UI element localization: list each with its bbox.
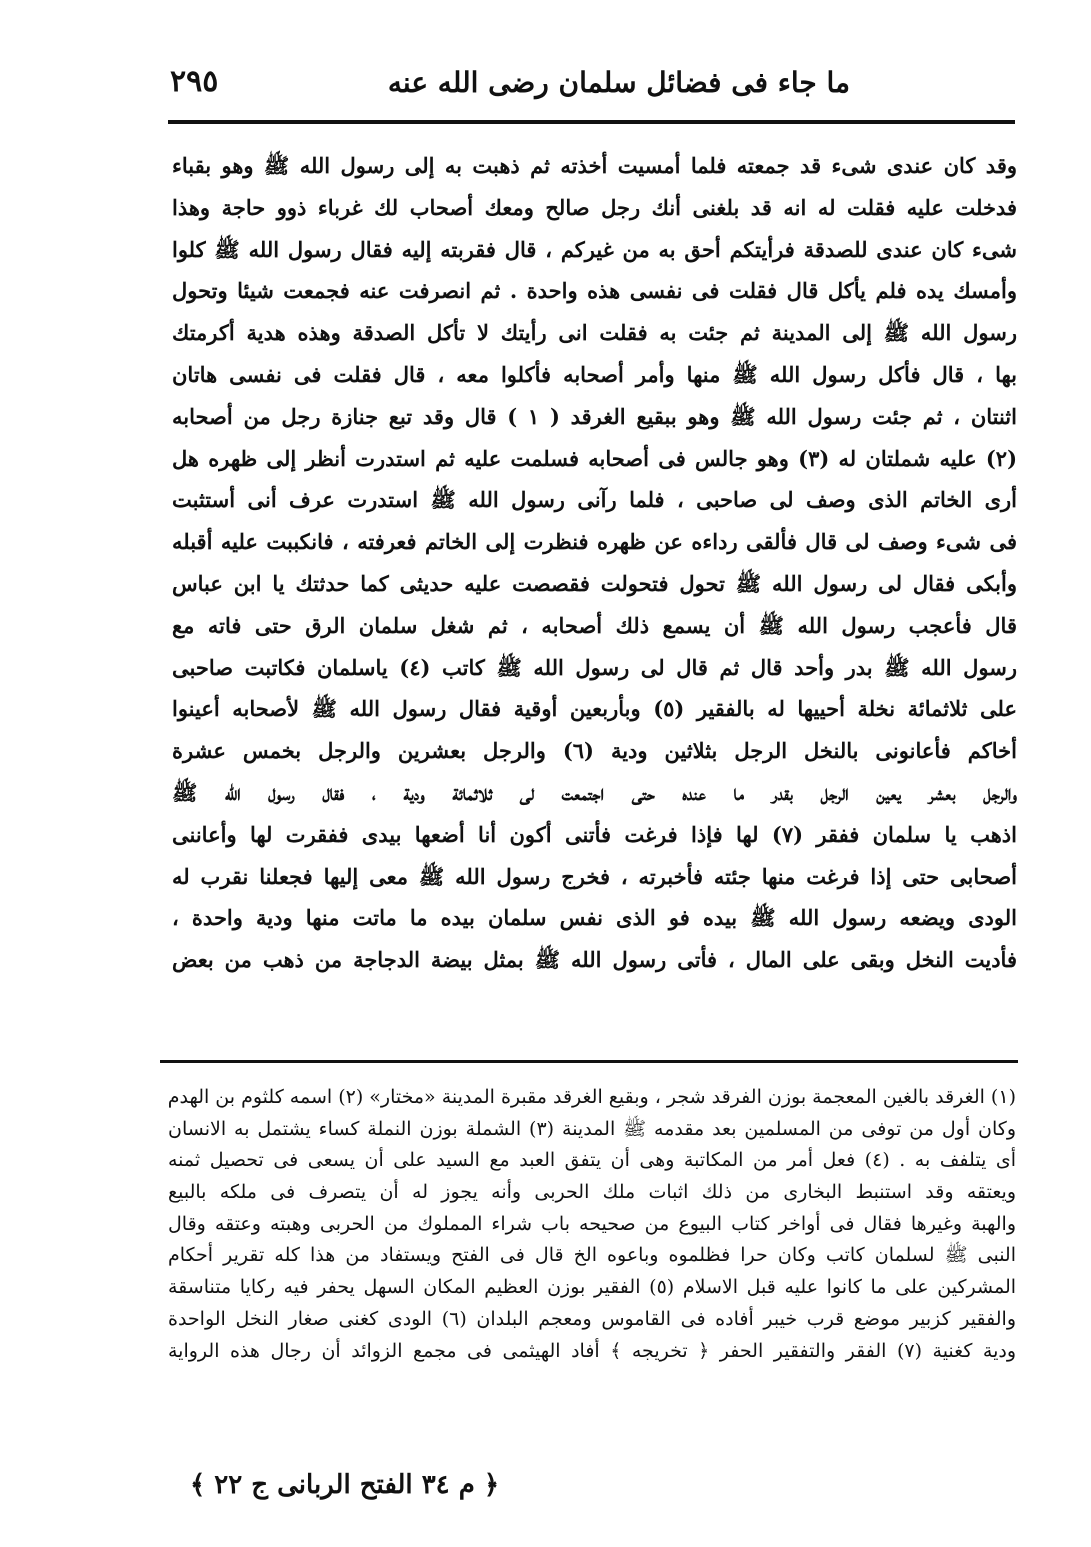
body-line: أرى الخاتم الذى وصف لى صاحبى ، فلما رآنى رسول الله ﷺ استدرت عرف أنى أستثبت <box>172 487 1017 513</box>
footnote-line: وكان أول من توفى من المسلمين بعد مقدمه ﷺ المدينة (٣) الشملة بوزن النملة كساء يشتمل به الانسان <box>168 1117 1016 1140</box>
body-line: وقد كان عندى شىء قد جمعته فلما أمسيت أخذته ثم ذهبت به إلى رسول الله ﷺ وهو بقباء <box>172 153 1017 178</box>
body-line: فدخلت عليه فقلت له انه قد بلغنى أنك رجل صالح ومعك أصحاب لك غرباء ذوو حاجة وهذا <box>172 194 1017 220</box>
body-line: اثنتان ، ثم جئت رسول الله ﷺ وهو ببقيع الغرقد ( ١ ) قال وقد تبع جنازة رجل من أصحابه <box>172 403 1017 429</box>
body-line: وأبكى فقال لى رسول الله ﷺ تحول فتحولت فقصصت عليه حديثى كما حدثتك يا ابن عباس <box>172 570 1017 596</box>
main-text-block <box>172 145 1017 981</box>
printer-signature: ﴿ م ٣٤ الفتح الربانى ج ٢٢ ﴾ <box>190 1470 500 1500</box>
footnotes-block <box>168 1082 1016 1367</box>
body-line: أخاكم فأعانونى بالنخل الرجل بثلاثين ودية (٦) والرجل بعشرين والرجل بخمس عشرة <box>172 738 1017 764</box>
footnote-divider <box>160 1060 1018 1063</box>
footnote-line: والهبة وغيرها فقال فى أواخر كتاب البيوع من صحيحه باب شراء المملوك من الحربى وهبته وعتقه وقال <box>168 1212 1016 1235</box>
body-line: بها ، قال فأكل رسول الله ﷺ منها وأمر أصحابه فأكلوا معه ، قال فقلت فى نفسى هاتان <box>172 361 1017 387</box>
body-line: قال فأعجب رسول الله ﷺ أن يسمع ذلك أصحابه ، ثم شغل سلمان الرق حتى فاته مع <box>172 612 1017 638</box>
body-line: اذهب يا سلمان ففقر (٧) لها فإذا فرغت فأتنى أكون أنا أضعها بيدى ففقرت لها وأعاننى <box>172 821 1017 847</box>
footnote-line: ويعتقه وقد استنبط البخارى من ذلك اثبات ملك الحربى وأنه يجوز له أن يتصرف فى ملكه بالبيع <box>168 1181 1016 1204</box>
body-line: على ثلاثمائة نخلة أحييها له بالفقير (٥) وبأربعين أوقية فقال رسول الله ﷺ لأصحابه أعينوا <box>172 696 1017 722</box>
footnote-line: ودية كغنية (٧) الفقر والتفقير الحفر ﴿ تخريجه ﴾ أفاد الهيثمى فى مجمع الزوائد أن رجال هذه الرواية <box>168 1339 1016 1362</box>
body-line: رسول الله ﷺ إلى المدينة ثم جئت به فقلت انى رأيتك لا تأكل الصدقة وهذه هدية أكرمتك <box>172 320 1017 346</box>
footnote-line: النبى ﷺ لسلمان كاتب وكان حرا فظلموه وباعوه الخ قال فى الفتح ويستفاد من هذا كله تقرير أحكام <box>168 1244 1016 1267</box>
footnote-line: المشركين على ما كانوا عليه قبل الاسلام (٥) الفقير بوزن العظيم المكان السهل يحفر فيه ركايا متناسقة <box>168 1276 1016 1299</box>
body-line: رسول الله ﷺ بدر وأحد قال ثم قال لى رسول الله ﷺ كاتب (٤) ياسلمان فكاتبت صاحبى <box>172 654 1017 680</box>
footnote-line: (١) الغرقد بالغين المعجمة بوزن الفرقد شجر ، وبقيع الغرقد مقبرة المدينة «مختار» (٢) اسمه كلثوم بن الهدم <box>168 1086 1016 1108</box>
page-number: ٢٩٥ <box>170 64 219 99</box>
running-title: ما جاء فى فضائل سلمان رضى الله عنه <box>387 66 850 99</box>
body-line: وأمسك يده فلم يأكل قال فقلت فى نفسى هذه واحدة . ثم انصرفت عنه فجمعت شيئا وتحول <box>172 278 1017 304</box>
body-line: أصحابى حتى إذا فرغت منها جئته فأخبرته ، فخرج رسول الله ﷺ معى إليها فجعلنا نقرب له <box>172 863 1017 889</box>
footnote-line: والفقير كزبير موضع قرب خيبر أفاده فى القاموس ومعجم البلدان (٦) الودى كغنى صغار النخل الواحدة <box>168 1307 1016 1330</box>
body-line: الودى ويضعه رسول الله ﷺ بيده فو الذى نفس سلمان بيده ما ماتت منها ودية واحدة ، <box>172 905 1017 931</box>
body-line: والرجل بعشر يعين الرجل بقدر ما عنده حتى اجتمعت لى ثلاثمائة ودية ، فقال رسول الله ﷺ <box>172 779 1017 805</box>
footnote-line: أى يتلفف به . (٤) فعل أمر من المكاتبة وهى أن يتفق العبد مع السيد على أن يسعى فى تحصيل ثمنه <box>168 1149 1016 1172</box>
body-line: فأديت النخل وبقى على المال ، فأتى رسول الله ﷺ بمثل بيضة الدجاجة من ذهب من بعض <box>172 947 1017 973</box>
body-line: (٢) عليه شملتان له (٣) وهو جالس فى أصحابه فسلمت عليه ثم استدرت أنظر إلى ظهره هل <box>172 445 1017 471</box>
body-line: شىء كان عندى للصدقة فرأيتكم أحق به من غيركم ، قال فقربته إليه فقال رسول الله ﷺ كلوا <box>172 236 1017 262</box>
header-divider <box>168 120 1015 124</box>
page-header <box>170 58 1000 118</box>
body-line: فى شىء وصف لى قال فألقى رداءه عن ظهره فنظرت إلى الخاتم فعرفته ، فانكببت عليه أقبله <box>172 529 1017 555</box>
